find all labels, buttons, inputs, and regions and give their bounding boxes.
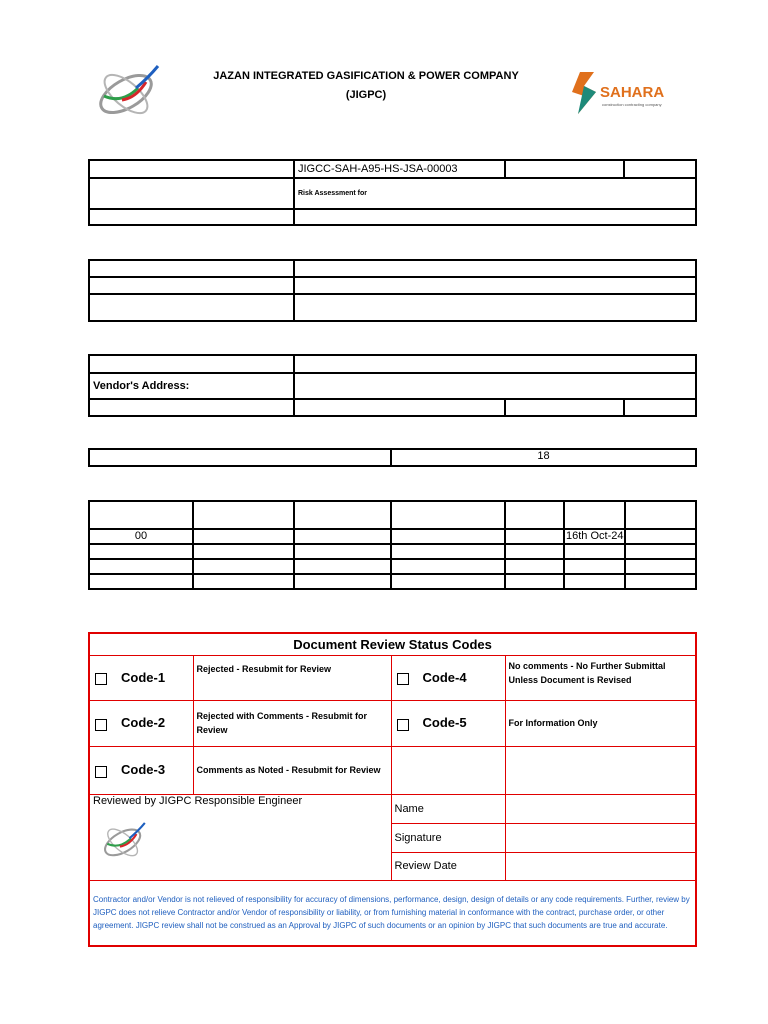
revision-label-cell xyxy=(505,160,624,178)
doc-title-value xyxy=(294,178,696,209)
page-count-label-cell xyxy=(89,449,391,466)
revision-number: 00 xyxy=(89,529,193,544)
code-3-checkbox[interactable] xyxy=(95,766,107,778)
po-label-cell xyxy=(89,294,294,321)
vendor-contact-label-cell xyxy=(89,399,294,416)
code-4-desc: No comments - No Further Submittal Unless Document is Revised xyxy=(508,660,666,685)
code-3-desc: Comments as Noted - Resubmit for Review xyxy=(196,765,381,775)
po-value-cell xyxy=(294,294,696,321)
contract-value-cell xyxy=(294,277,696,294)
status-header-cell xyxy=(193,501,294,529)
code-5-desc-cell xyxy=(505,700,696,746)
checked-header-cell xyxy=(505,501,564,529)
page-count-table xyxy=(88,448,697,467)
prepared-header-cell xyxy=(391,501,505,529)
code-2-checkbox[interactable] xyxy=(95,719,107,731)
approved-header-cell xyxy=(625,501,696,529)
project-info-table xyxy=(88,259,697,322)
page-count-value: 18 xyxy=(391,449,696,466)
doc-number-label-cell xyxy=(89,160,294,178)
review-status-box xyxy=(88,632,697,947)
description-header-cell xyxy=(294,501,391,529)
vendor-name-value-cell xyxy=(294,355,696,373)
table-row xyxy=(89,544,696,559)
document-info-table xyxy=(88,159,697,226)
code-5-label: Code-5 xyxy=(422,715,467,731)
doc-title-label-cell xyxy=(89,178,294,209)
revision-date: 16th Oct-24 xyxy=(566,530,624,542)
sahara-logo xyxy=(566,66,678,120)
code-5-desc: For Information Only xyxy=(508,718,598,728)
project-label-cell xyxy=(89,260,294,277)
table-row xyxy=(89,559,696,574)
doc-type-label-cell xyxy=(89,209,294,225)
company-abbrev: (JIGPC) xyxy=(345,89,387,101)
code-3-label: Code-3 xyxy=(121,762,166,778)
vendor-contact-value-cell xyxy=(294,399,505,416)
sahara-logo-text: SAHARA xyxy=(600,84,665,101)
code-1-checkbox[interactable] xyxy=(95,673,107,685)
revision-history-table xyxy=(88,500,697,590)
reviewed-by-cell xyxy=(89,794,391,880)
code-4-cell[interactable] xyxy=(391,655,505,700)
table-row xyxy=(89,574,696,589)
table-cell xyxy=(505,746,696,794)
review-date-label: Review Date xyxy=(391,852,505,880)
doc-number-value: JIGCC-SAH-A95-HS-JSA-00003 xyxy=(294,160,505,178)
vendor-info-table xyxy=(88,354,697,417)
signature-label: Signature xyxy=(391,823,505,852)
review-title: Document Review Status Codes xyxy=(89,633,696,655)
code-4-label: Code-4 xyxy=(422,669,467,685)
review-disclaimer: Contractor and/or Vendor is not relieved of responsibility for accuracy of dimensions, performance, design, design of details or any code requirements. Further, review by JIGPC does not relieve Contractor and/or Vendor of responsibility or liability, or from furnishing material in conformance with the contract, purchase order, or other agreement. JIGPC review shall not be construed as an Approval by JIGPC of such documents or an opinion by JIGPC that such documents are true and accurate. xyxy=(89,880,696,946)
vendor-name-label-cell xyxy=(89,355,294,373)
table-cell xyxy=(294,529,391,544)
sahara-logo-subtext: construction contracting company xyxy=(602,102,662,107)
review-date-field[interactable] xyxy=(505,852,696,880)
jigpc-stamp-logo xyxy=(99,817,149,865)
project-value-cell xyxy=(294,260,696,277)
code-1-desc-cell xyxy=(193,655,391,700)
revision-value-cell xyxy=(624,160,696,178)
code-4-checkbox[interactable] xyxy=(397,673,409,685)
table-cell xyxy=(505,529,564,544)
table-cell xyxy=(193,529,294,544)
table-cell xyxy=(391,529,505,544)
code-1-label: Code-1 xyxy=(121,669,166,685)
contract-label-cell xyxy=(89,277,294,294)
name-field[interactable] xyxy=(505,794,696,823)
company-name: JAZAN INTEGRATED GASIFICATION & POWER COMPANY xyxy=(213,70,519,82)
code-4-desc-cell xyxy=(505,655,696,700)
name-label: Name xyxy=(391,794,505,823)
code-3-cell[interactable] xyxy=(89,746,193,794)
signature-field[interactable] xyxy=(505,823,696,852)
code-1-desc: Rejected - Resubmit for Review xyxy=(196,663,332,674)
jigpc-logo xyxy=(92,58,164,126)
rev-header-cell xyxy=(89,501,193,529)
vendor-address-label: Vendor's Address: xyxy=(89,373,294,399)
code-2-label: Code-2 xyxy=(121,715,166,731)
code-5-checkbox[interactable] xyxy=(397,719,409,731)
code-2-cell[interactable] xyxy=(89,700,193,746)
code-1-cell[interactable] xyxy=(89,655,193,700)
code-5-cell[interactable] xyxy=(391,700,505,746)
doc-title-prefix: Risk Assessment for xyxy=(298,190,367,197)
reviewed-by-label: Reviewed by JIGPC Responsible Engineer xyxy=(93,794,303,807)
table-cell xyxy=(391,746,505,794)
doc-type-value-cell xyxy=(294,209,696,225)
code-2-desc-cell xyxy=(193,700,391,746)
date-header-cell xyxy=(564,501,625,529)
table-cell xyxy=(625,529,696,544)
vendor-phone-label-cell xyxy=(505,399,624,416)
vendor-address-value-cell xyxy=(294,373,696,399)
vendor-phone-value-cell xyxy=(624,399,696,416)
code-2-desc: Rejected with Comments - Resubmit for Review xyxy=(196,711,368,735)
code-3-desc-cell xyxy=(193,746,391,794)
